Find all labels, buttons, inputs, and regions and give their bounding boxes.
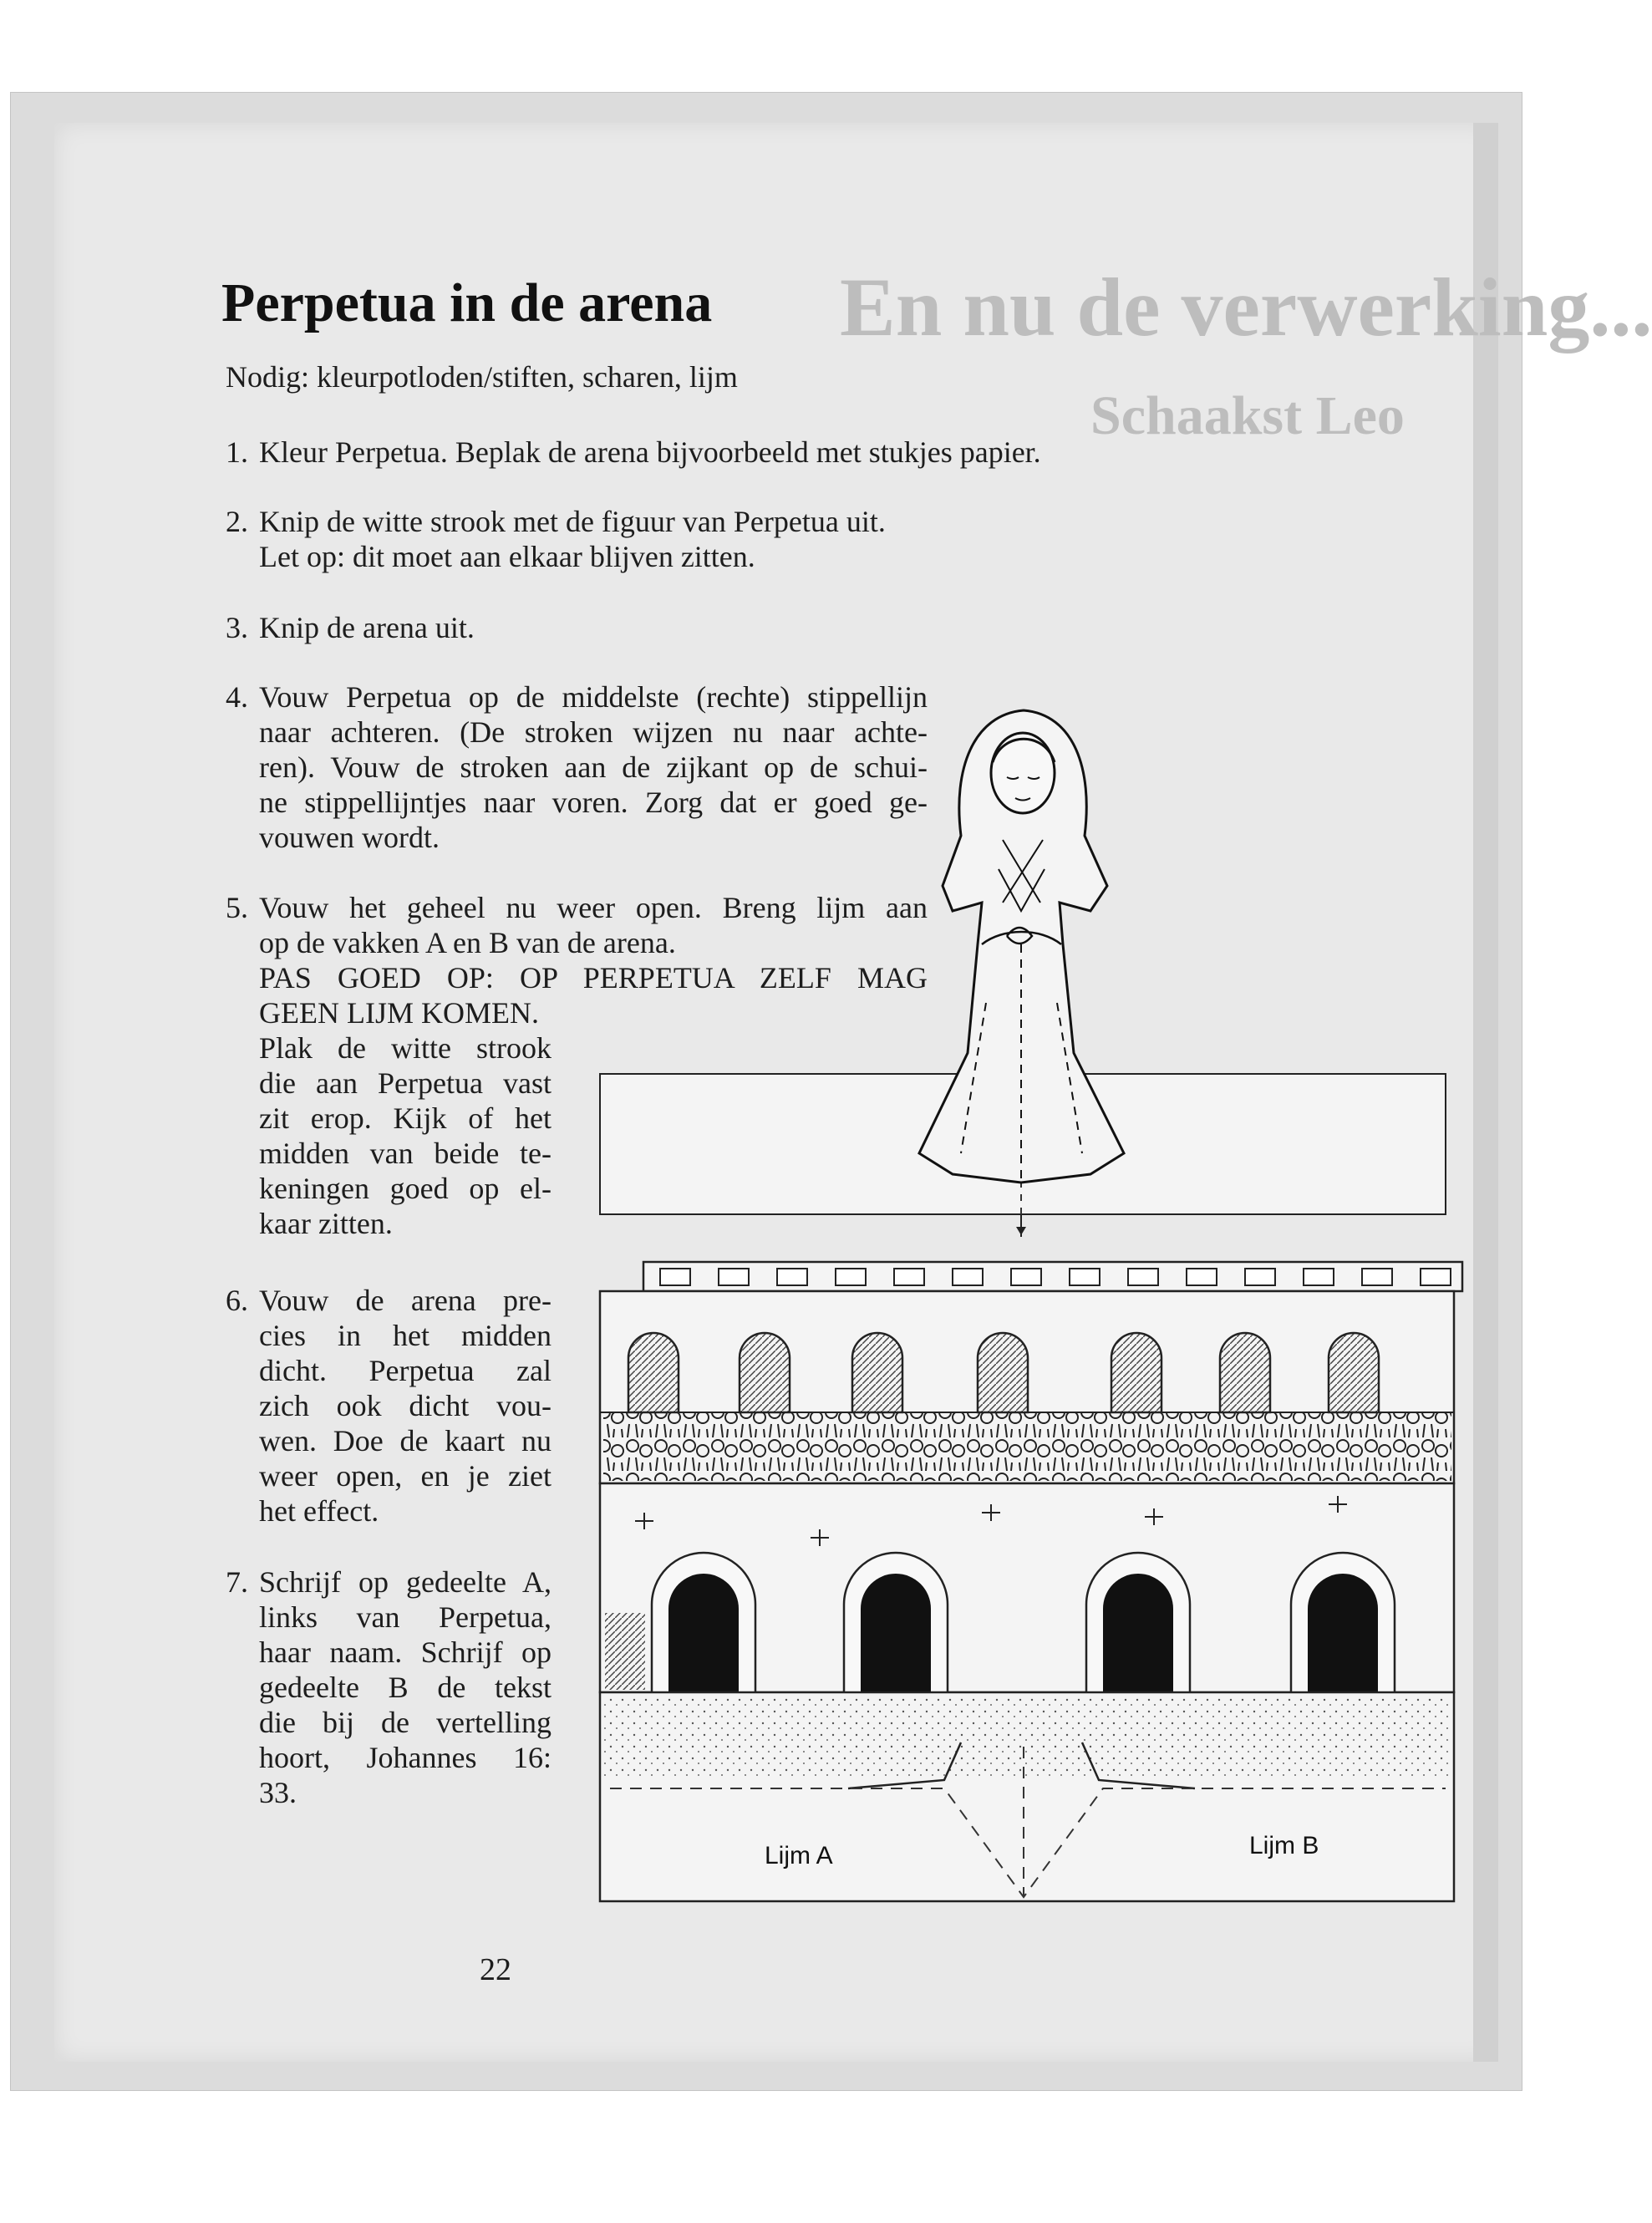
step-text: naar achteren. (De stroken wijzen nu naar achte- (259, 715, 928, 749)
step-text: Knip de arena uit. (259, 611, 475, 644)
step-text: vouwen wordt. (259, 821, 440, 854)
step-text: 33. (259, 1776, 297, 1809)
step-text: hoort, Johannes 16: (259, 1741, 552, 1774)
step-text: op de vakken A en B van de arena. (259, 926, 676, 959)
step-number: 7. (226, 1565, 248, 1599)
step-number: 6. (226, 1284, 248, 1317)
step-text: het effect. (259, 1494, 379, 1528)
step-text: dicht. Perpetua zal (259, 1354, 552, 1387)
step-text: Vouw Perpetua op de middelste (rechte) stippellijn (259, 680, 928, 714)
step-text: PAS GOED OP: OP PERPETUA ZELF MAG (259, 961, 928, 994)
step-number: 3. (226, 611, 248, 644)
arena-floor (600, 1692, 1454, 1901)
arena-lower-wall (600, 1483, 1454, 1692)
step-text: Vouw het geheel nu weer open. Breng lijm aan (259, 891, 928, 924)
step-text: GEEN LIJM KOMEN. (259, 996, 539, 1030)
step-text: ren). Vouw de stroken aan de zijkant op de schui- (259, 750, 928, 784)
step-text: weer open, en je ziet (259, 1459, 552, 1493)
page-number: 22 (480, 1952, 511, 1987)
step-text: Plak de witte strook (259, 1031, 552, 1065)
step-text: links van Perpetua, (259, 1600, 552, 1634)
step-text: Let op: dit moet aan elkaar blijven zitten. (259, 540, 755, 573)
step-text: kaar zitten. (259, 1207, 393, 1240)
step-text: midden van beide te- (259, 1137, 552, 1170)
step-text: die bij de vertelling (259, 1706, 552, 1739)
step-text: die aan Perpetua vast (259, 1066, 552, 1100)
page-title: Perpetua in de arena (221, 272, 713, 333)
step-text: zit erop. Kijk of het (259, 1101, 552, 1135)
step-text: haar naam. Schrijf op (259, 1635, 552, 1669)
step-text: Vouw de arena pre- (259, 1284, 552, 1317)
perpetua-figure (919, 710, 1124, 1183)
bleed-through-subheading: Schaakst Leo (1090, 385, 1405, 446)
bleed-through-heading: En nu de verwerking... (840, 261, 1652, 354)
step-number: 4. (226, 680, 248, 714)
step-number: 5. (226, 891, 248, 924)
step-text: ne stippellijntjes naar voren. Zorg dat er goed ge- (259, 786, 928, 819)
glue-label-a: Lijm A (765, 1842, 833, 1869)
step-number: 1. (226, 435, 248, 469)
step-text: Knip de witte strook met de figuur van Perpetua uit. (259, 505, 886, 538)
step-text: zich ook dicht vou- (259, 1389, 552, 1422)
glue-label-b: Lijm B (1249, 1832, 1319, 1859)
materials-line: Nodig: kleurpotloden/stiften, scharen, lijm (226, 360, 738, 394)
step-text: cies in het midden (259, 1319, 552, 1352)
step-text: keningen goed op el- (259, 1172, 552, 1205)
step-text: Kleur Perpetua. Beplak de arena bijvoorbeeld met stukjes papier. (259, 435, 1041, 469)
step-number: 2. (226, 505, 248, 538)
step-text: Schrijf op gedeelte A, (259, 1565, 552, 1599)
arena-upper-tier (600, 1262, 1462, 1483)
step-text: wen. Doe de kaart nu (259, 1424, 552, 1457)
step-text: gedeelte B de tekst (259, 1671, 552, 1704)
